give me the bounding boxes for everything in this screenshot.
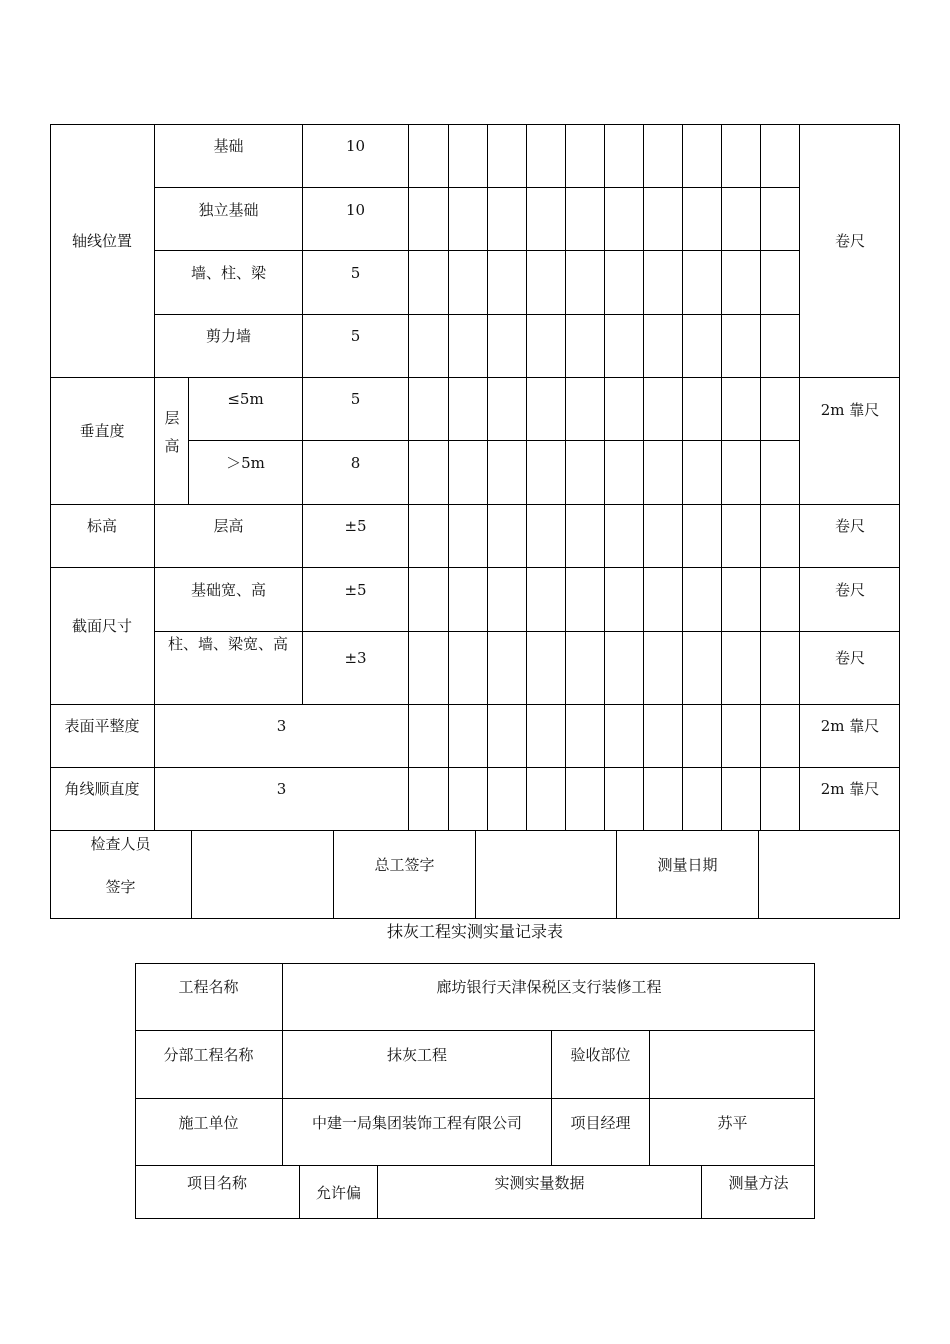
measure-date-label: 测量日期: [657, 856, 718, 874]
allowance-value: 10: [345, 137, 366, 155]
item-label: 柱、墙、梁宽、高: [167, 635, 288, 653]
method-label: 卷尺: [834, 232, 865, 250]
item-label: 独立基础: [198, 201, 259, 219]
acceptance-part-label: 验收部位: [570, 1046, 631, 1064]
project-manager-value: 苏平: [717, 1114, 748, 1132]
col-item-name: 项目名称: [186, 1174, 247, 1192]
allowance-value: 10: [345, 201, 366, 219]
category-axis-position: 轴线位置: [71, 232, 132, 250]
method-label: 2m 靠尺: [820, 780, 880, 798]
contractor-label: 施工单位: [178, 1114, 239, 1132]
allowance-value: ±5: [344, 517, 367, 535]
category-section-size: 截面尺寸: [71, 617, 132, 635]
item-label: 基础: [213, 137, 244, 155]
sub-project-value: 抹灰工程: [386, 1046, 447, 1064]
category-verticality: 垂直度: [79, 422, 125, 440]
chief-engineer-signature-field[interactable]: [476, 831, 616, 919]
item-label: 层高: [213, 517, 244, 535]
project-name-value: 廊坊银行天津保税区支行装修工程: [436, 978, 662, 996]
allowance-value: 3: [276, 717, 287, 735]
allowance-value: 5: [350, 390, 361, 408]
floor-height-sublabel: 层高: [164, 409, 180, 455]
chief-engineer-label: 总工签字: [374, 856, 435, 874]
col-method: 测量方法: [728, 1174, 789, 1192]
method-label: 2m 靠尺: [820, 717, 880, 735]
method-label: 卷尺: [834, 581, 865, 599]
measure-date-field[interactable]: [759, 831, 900, 919]
item-label: 基础宽、高: [190, 581, 266, 599]
allowance-value: 3: [276, 780, 287, 798]
col-measured-data: 实测实量数据: [494, 1174, 585, 1192]
sub-project-label: 分部工程名称: [163, 1046, 254, 1064]
plaster-record-table: [0, 950, 950, 1230]
project-name-label: 工程名称: [178, 978, 239, 996]
category-flatness: 表面平整度: [64, 717, 140, 735]
allowance-value: 5: [350, 327, 361, 345]
contractor-value: 中建一局集团装饰工程有限公司: [311, 1114, 522, 1132]
item-label: 剪力墙: [205, 327, 251, 345]
allowance-value: ±3: [344, 649, 367, 667]
table2-title: 抹灰工程实测实量记录表: [386, 922, 563, 941]
category-corner-straightness: 角线顺直度: [64, 780, 140, 798]
inspector-signature-field[interactable]: [192, 831, 333, 919]
item-label: ＞5m: [226, 454, 265, 472]
method-label: 2m 靠尺: [820, 401, 880, 419]
category-elevation: 标高: [86, 517, 117, 535]
inspector-label-sign: 签字: [105, 878, 136, 896]
method-label: 卷尺: [834, 649, 865, 667]
allowance-value: 5: [350, 264, 361, 282]
project-manager-label: 项目经理: [570, 1114, 631, 1132]
col-allowance: 允许偏: [315, 1184, 361, 1202]
inspector-label: 检查人员: [90, 835, 151, 853]
method-label: 卷尺: [834, 517, 865, 535]
allowance-value: 8: [350, 454, 361, 472]
item-label: ≤5m: [227, 390, 264, 408]
item-label: 墙、柱、梁: [190, 264, 266, 282]
allowance-value: ±5: [344, 581, 367, 599]
